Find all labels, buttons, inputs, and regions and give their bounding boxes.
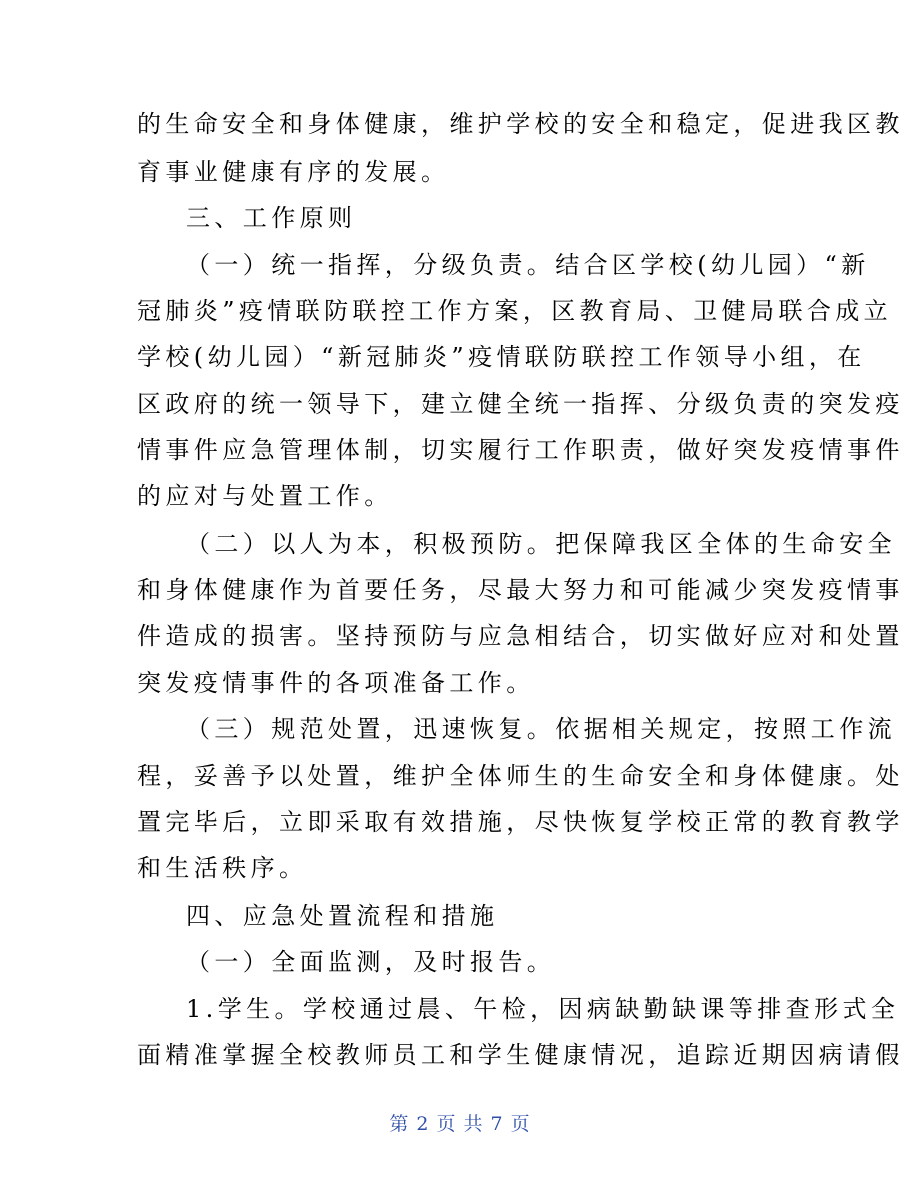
page-number-footer: 第 2 页 共 7 页 — [389, 1113, 531, 1135]
paragraph-line: 学校(幼儿园）“新冠肺炎”疫情联防联控工作领导小组，在 — [137, 343, 866, 371]
paragraph-line: 和生活秩序。 — [137, 854, 308, 882]
paragraph-line: 的应对与处置工作。 — [137, 482, 393, 510]
paragraph-line: 面精准掌握全校教师员工和学生健康情况，追踪近期因病请假 — [137, 1041, 904, 1069]
paragraph-line: 程，妥善予以处置，维护全体师生的生命安全和身体健康。处 — [137, 762, 904, 790]
paragraph-line: 和身体健康作为首要任务，尽最大努力和可能减少突发疫情事 — [137, 576, 904, 604]
paragraph-line: 育事业健康有序的发展。 — [137, 158, 450, 186]
paragraph-line: （一）全面监测，及时报告。 — [186, 948, 556, 976]
section-heading: 三、工作原则 — [186, 204, 357, 232]
paragraph-line: 冠肺炎”疫情联防联控工作方案，区教育局、卫健局联合成立 — [137, 297, 893, 325]
paragraph-line: 件造成的损害。坚持预防与应急相结合，切实做好应对和处置 — [137, 622, 904, 650]
paragraph-line: 突发疫情事件的各项准备工作。 — [137, 669, 535, 697]
paragraph-line: （一）统一指挥，分级负责。结合区学校(幼儿园）“新 — [186, 251, 870, 279]
paragraph-line: 区政府的统一领导下，建立健全统一指挥、分级负责的突发疫 — [137, 390, 904, 418]
paragraph-line: 置完毕后，立即采取有效措施，尽快恢复学校正常的教育教学 — [137, 808, 904, 836]
section-heading: 四、应急处置流程和措施 — [186, 902, 499, 930]
paragraph-line: 情事件应急管理体制，切实履行工作职责，做好突发疫情事件 — [137, 436, 904, 464]
paragraph-line: 的生命安全和身体健康，维护学校的安全和稳定，促进我区教 — [137, 110, 904, 138]
paragraph-line: （二）以人为本，积极预防。把保障我区全体的生命安全 — [186, 530, 896, 558]
paragraph-line: 1.学生。学校通过晨、午检，因病缺勤缺课等排查形式全 — [186, 995, 900, 1023]
paragraph-line: （三）规范处置，迅速恢复。依据相关规定，按照工作流 — [186, 715, 896, 743]
